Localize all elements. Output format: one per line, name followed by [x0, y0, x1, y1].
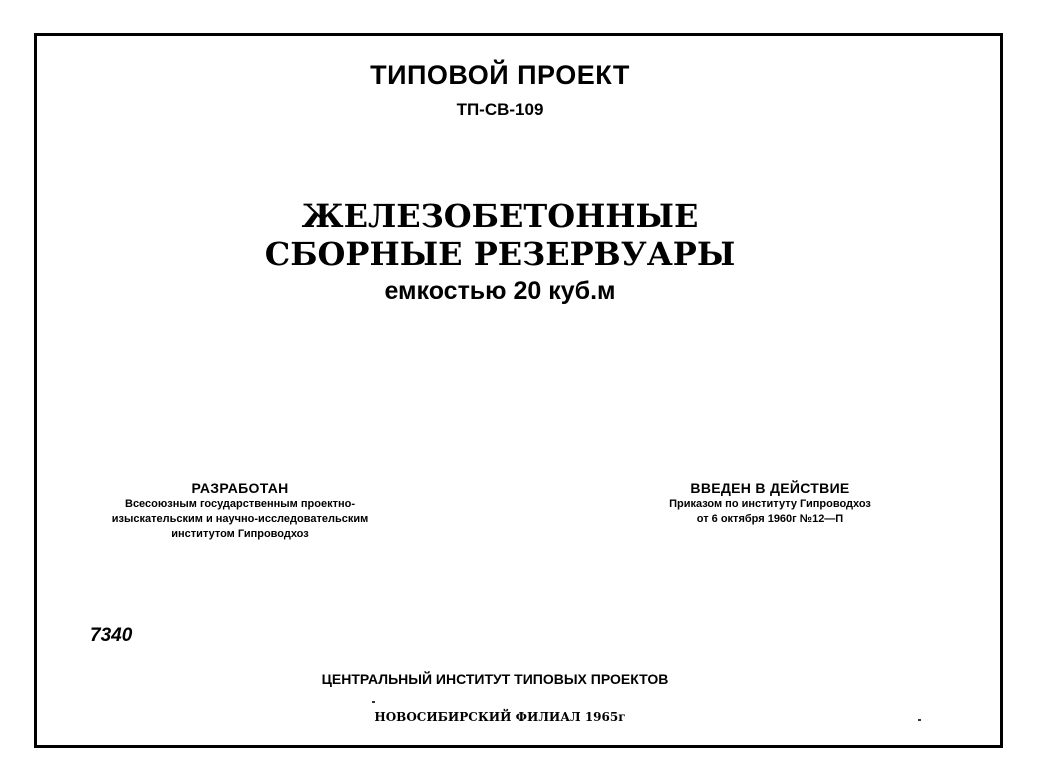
- publisher-branch: НОВОСИБИРСКИЙ ФИЛИАЛ 1965г: [374, 710, 626, 724]
- introduced-block: [560, 480, 980, 527]
- introduced-line-1: Приказом по институту Гипроводхоз: [669, 498, 871, 510]
- project-code: ТП-СВ-109: [456, 100, 544, 119]
- developed-by-line-3: институтом Гипроводхоз: [171, 528, 309, 540]
- developed-by-heading: РАЗРАБОТАН: [191, 480, 289, 496]
- document-main-title: [0, 197, 1000, 309]
- scan-speck-mark: [372, 701, 375, 703]
- scan-speck-mark: [918, 719, 921, 721]
- introduced-line-2: от 6 октября 1960г №12—П: [696, 513, 844, 525]
- developed-by-block: [40, 480, 440, 542]
- introduced-heading: ВВЕДЕН В ДЕЙСТВИЕ: [690, 480, 850, 496]
- developed-by-line-1: Всесоюзным государственным проектно-: [125, 498, 355, 510]
- main-title-line-1: ЖЕЛЕЗОБЕТОННЫЕ: [301, 197, 699, 235]
- publisher-institute: ЦЕНТРАЛЬНЫЙ ИНСТИТУТ ТИПОВЫХ ПРОЕКТОВ: [321, 671, 669, 687]
- capacity-subtitle: емкостью 20 куб.м: [384, 277, 616, 305]
- page-border-frame: [34, 33, 1003, 748]
- developed-by-line-2: изыскательским и научно-исследовательским: [111, 513, 369, 525]
- document-number: 7340: [90, 625, 133, 646]
- main-title-line-2: СБОРНЫЕ РЕЗЕРВУАРЫ: [264, 235, 736, 273]
- project-type-title: ТИПОВОЙ ПРОЕКТ: [370, 60, 630, 90]
